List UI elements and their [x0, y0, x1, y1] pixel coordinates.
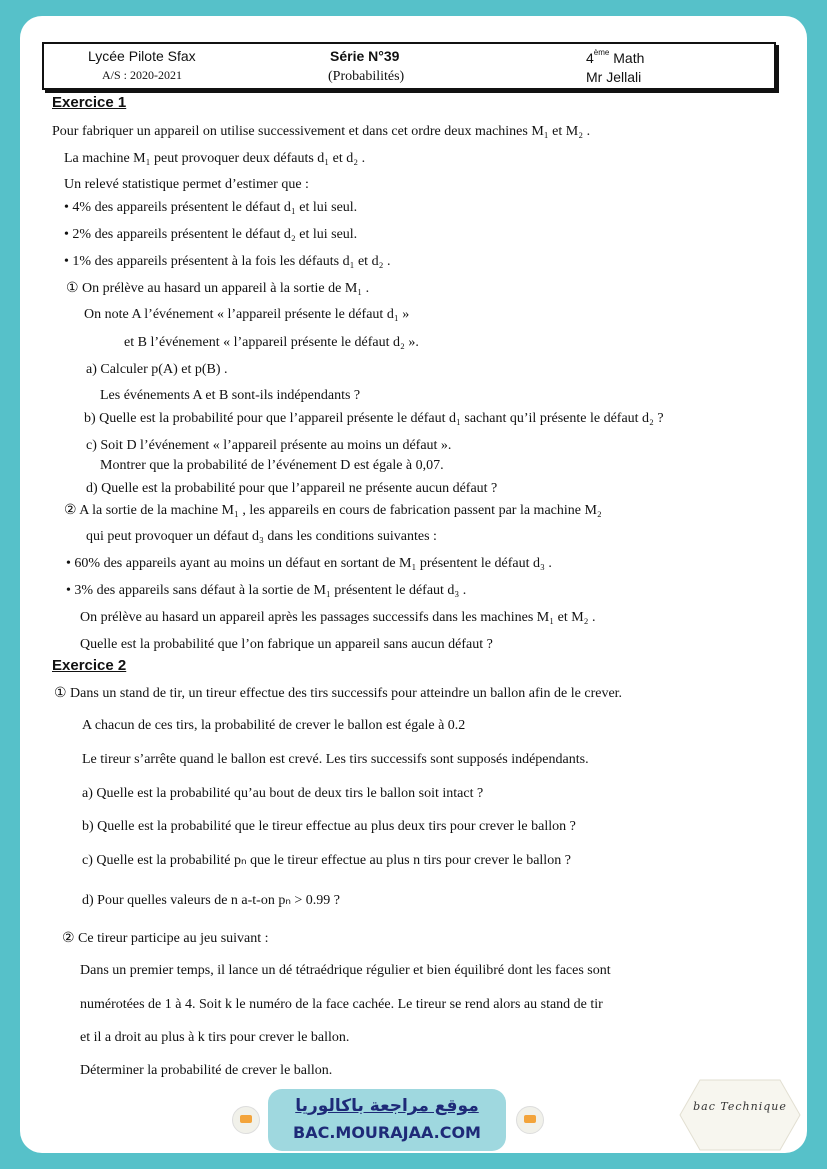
- stamp-text: bac Technique: [693, 1100, 787, 1113]
- document-page: [20, 16, 807, 1153]
- ex2-line: d) Pour quelles valeurs de n a-t-on pₙ > 0.99 ?: [82, 893, 341, 908]
- ex1-line: Montrer que la probabilité de l’événement D est égale à 0,07.: [100, 458, 444, 473]
- ex1-line: Pour fabriquer un appareil on utilise successivement et dans cet ordre deux machines M₁ et M₂ .: [52, 124, 591, 139]
- ex1-line: • 60% des appareils ayant au moins un défaut en sortant de M₁ présentent le défaut d₃ .: [66, 556, 552, 571]
- ex2-line: et il a droit au plus à k tirs pour crever le ballon.: [80, 1030, 350, 1045]
- ex2-line: a) Quelle est la probabilité qu’au bout de deux tirs le ballon soit intact ?: [82, 786, 484, 801]
- ex1-line: ② A la sortie de la machine M₁ , les appareils en cours de fabrication passent par la machine M₂: [64, 503, 602, 518]
- ex2-line: c) Quelle est la probabilité pₙ que le tireur effectue au plus n tirs pour crever le ballon ?: [82, 853, 571, 868]
- ex2-line: ① Dans un stand de tir, un tireur effectue des tirs successifs pour atteindre un ballon afin de le crever.: [54, 686, 623, 701]
- ex1-line: b) Quelle est la probabilité pour que l’appareil présente le défaut d₁ sachant qu’il présente le défaut d₂ ?: [84, 411, 664, 426]
- ex1-line: • 1% des appareils présentent à la fois les défauts d₁ et d₂ .: [64, 254, 391, 269]
- stamp-frame-icon: [678, 1076, 802, 1153]
- series-topic: (Probabilités): [328, 69, 405, 84]
- ex1-line: • 4% des appareils présentent le défaut d₁ et lui seul.: [64, 200, 358, 215]
- series-title: Série N°39: [330, 48, 400, 64]
- ex1-line: Un relevé statistique permet d’estimer que :: [64, 177, 309, 192]
- site-badge-icon: [516, 1106, 544, 1134]
- ex1-line: ① On prélève au hasard un appareil à la sortie de M₁ .: [66, 281, 370, 296]
- ex1-line: • 2% des appareils présentent le défaut d₂ et lui seul.: [64, 227, 358, 242]
- ex1-line: On note A l’événement « l’appareil présente le défaut d₁ »: [84, 307, 410, 322]
- ex1-line: d) Quelle est la probabilité pour que l’appareil ne présente aucun défaut ?: [86, 481, 498, 496]
- school-year: A/S : 2020-2021: [102, 68, 183, 82]
- ex1-line: On prélève au hasard un appareil après les passages successifs dans les machines M₁ et M₂ .: [80, 610, 596, 625]
- school-name: Lycée Pilote Sfax: [88, 48, 196, 64]
- ex1-line: • 3% des appareils sans défaut à la sortie de M₁ présentent le défaut d₃ .: [66, 583, 467, 598]
- ex2-line: A chacun de ces tirs, la probabilité de crever le ballon est égale à 0.2: [82, 718, 466, 733]
- exercise-1-title: Exercice 1: [52, 94, 127, 111]
- document-header: [42, 42, 776, 90]
- ex2-line: Déterminer la probabilité de crever le ballon.: [80, 1063, 333, 1078]
- ex2-line: ② Ce tireur participe au jeu suivant :: [62, 931, 269, 946]
- class-level: 4ème Math: [586, 48, 645, 66]
- site-url: BAC.MOURAJAA.COM: [293, 1123, 481, 1142]
- bac-technique-stamp: [678, 1076, 802, 1153]
- ex1-line: c) Soit D l’événement « l’appareil présente au moins un défaut ».: [86, 438, 452, 453]
- ex2-line: Dans un premier temps, il lance un dé tétraédrique régulier et bien équilibré dont les faces sont: [80, 963, 611, 978]
- site-logo[interactable]: [268, 1089, 506, 1151]
- ex1-line: Quelle est la probabilité que l’on fabrique un appareil sans aucun défaut ?: [80, 637, 493, 652]
- teacher-name: Mr Jellali: [586, 69, 642, 85]
- ex1-line: qui peut provoquer un défaut d₃ dans les conditions suivantes :: [86, 529, 437, 544]
- ex1-line: et B l’événement « l’appareil présente le défaut d₂ ».: [124, 335, 419, 350]
- ex2-line: Le tireur s’arrête quand le ballon est crevé. Les tirs successifs sont supposés indépendants.: [82, 752, 589, 767]
- site-name-arabic: موقع مراجعة باكالوريا: [295, 1096, 479, 1116]
- ex2-line: numérotées de 1 à 4. Soit k le numéro de la face cachée. Le tireur se rend alors au stand de tir: [80, 997, 603, 1012]
- ex1-line: La machine M₁ peut provoquer deux défauts d₁ et d₂ .: [64, 151, 366, 166]
- ex1-line: a) Calculer p(A) et p(B) .: [86, 362, 228, 377]
- ex2-line: b) Quelle est la probabilité que le tireur effectue au plus deux tirs pour crever le ballon ?: [82, 819, 576, 834]
- ex1-line: Les événements A et B sont-ils indépendants ?: [100, 388, 361, 403]
- site-badge-icon: [232, 1106, 260, 1134]
- exercise-2-title: Exercice 2: [52, 657, 127, 674]
